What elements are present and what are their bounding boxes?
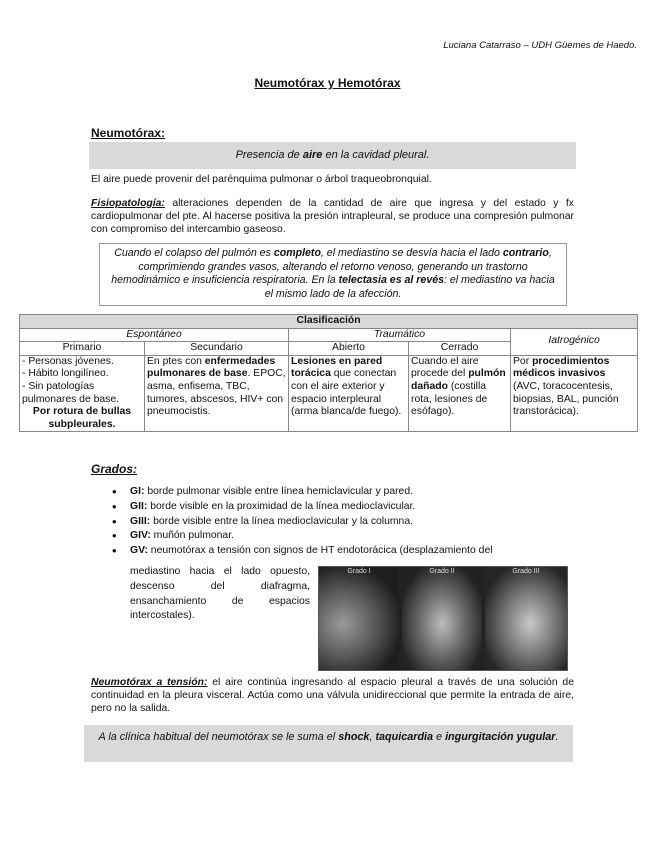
- espontaneo-header: Espontáneo: [20, 328, 289, 342]
- note-text-1: Cuando el colapso del pulmón es: [114, 247, 274, 259]
- secundario-text-end: . EPOC, asma, enfisema, TBC, tumores, abscesos, HIV+ con pneumocistis.: [147, 368, 286, 418]
- tension-paragraph: [91, 676, 574, 715]
- xray-image: [318, 566, 568, 671]
- grado-text: borde pulmonar visible entre línea hemiclavicular y pared.: [144, 486, 414, 497]
- note-text-2: , el mediastino se desvía hacia el lado: [320, 247, 503, 259]
- note-text-3: , comprimiendo grandes vasos, alterando el retorno venoso, generando un trastorno hemodinámico e insuficiencia respiratoria. En la: [111, 247, 552, 287]
- clinica-box: [84, 725, 573, 762]
- primario-line: - Hábito longilíneo.: [22, 368, 109, 380]
- xray-label: Grado III: [512, 568, 540, 575]
- clinica-text-4: .: [555, 731, 559, 743]
- fisiopatologia-paragraph: [91, 197, 574, 236]
- list-item: [108, 500, 566, 515]
- clinica-bold-1: shock: [338, 731, 370, 743]
- secundario-header: Secundario: [145, 342, 289, 356]
- cerrado-text-end: (costilla rota, lesiones de esófago).: [411, 380, 488, 418]
- grados-heading: Grados:: [91, 462, 138, 476]
- grado-text: borde visible en la proximidad de la línea medioclavicular.: [147, 500, 416, 512]
- list-item: [108, 485, 566, 500]
- primario-cell: [20, 355, 145, 432]
- definition-bold: aire: [302, 149, 323, 161]
- classification-table: [19, 314, 638, 432]
- grado-text: borde visible entre la línea medioclavicular y la columna.: [150, 515, 413, 527]
- grado-text: muñón pulmonar.: [150, 530, 234, 542]
- list-item: [108, 544, 566, 559]
- secundario-cell: [145, 355, 289, 432]
- iatrogenico-bold: procedimientos médicos invasivos: [513, 355, 610, 380]
- grado-label: GI:: [130, 486, 145, 497]
- clinica-text-2: ,: [369, 731, 376, 743]
- note-bold-2: contrario: [502, 247, 549, 259]
- clinica-text-3: e: [433, 731, 446, 743]
- grado-text: neumotórax a tensión con signos de HT endotorácica (desplazamiento del: [147, 545, 493, 557]
- fisiopatologia-text: alteraciones dependen de la cantidad de aire que ingresa y del estado y fx cardiopulmonar del pte. Al hacerse positiva la presión intrapleural, se produce una compresión pulmonar con compromiso del intercambio gaseoso.: [91, 198, 574, 235]
- cerrado-bold: pulmón dañado: [411, 368, 506, 392]
- secundario-bold: enfermedades pulmonares de base: [147, 355, 276, 380]
- grado-label: GV:: [130, 545, 148, 557]
- abierto-cell: [289, 355, 409, 432]
- page-title: Neumotórax y Hemotórax: [254, 76, 401, 90]
- grado-label: GIII:: [130, 515, 151, 527]
- primario-bold: Por rotura de bullas subpleurales.: [32, 406, 132, 430]
- xray-panel: [402, 567, 482, 670]
- secundario-text: En ptes con: [147, 355, 205, 367]
- xray-panel: [485, 567, 567, 670]
- clinica-text-1: A la clínica habitual del neumotórax se le suma el: [98, 731, 339, 743]
- tension-label: Neumotórax a tensión:: [91, 677, 208, 688]
- list-item: [108, 515, 566, 530]
- definition-text-end: en la cavidad pleural.: [322, 149, 430, 161]
- note-bold-1: completo: [273, 247, 321, 259]
- neumotorax-heading: Neumotórax:: [91, 126, 166, 140]
- fisiopatologia-label: Fisiopatología:: [91, 198, 165, 209]
- xray-panel: [319, 567, 399, 670]
- grados-list: [108, 485, 566, 559]
- mediastino-note: [99, 243, 567, 306]
- gv-continuation: mediastino hacia el lado opuesto, descenso del diafragma, ensanchamiento de espacios intercostales).: [130, 566, 310, 622]
- cerrado-header: Cerrado: [409, 342, 511, 356]
- classification-title: Clasificación: [20, 315, 638, 329]
- note-bold-3: telectasia es al revés: [338, 274, 444, 287]
- clinica-bold-2: taquicardia: [375, 731, 434, 743]
- grado-label: GII:: [130, 500, 148, 512]
- primario-line: - Personas jóvenes.: [22, 355, 114, 367]
- xray-label: Grado I: [347, 568, 371, 575]
- traumatico-header: Traumático: [289, 328, 511, 342]
- iatrogenico-cell: [511, 355, 638, 432]
- iatrogenico-text-end: (AVC, toracocentesis, biopsias, BAL, punción transtorácica).: [513, 380, 619, 418]
- grado-label: GIV:: [130, 530, 151, 542]
- xray-label: Grado II: [429, 568, 455, 575]
- cerrado-cell: [409, 355, 511, 432]
- cerrado-text: Cuando el aire procede del: [411, 355, 479, 380]
- definition-box: [89, 142, 576, 169]
- note-text-4: : el mediastino va hacia el mismo lado de la afección.: [264, 274, 555, 300]
- list-item: [108, 529, 566, 544]
- abierto-header: Abierto: [289, 342, 409, 356]
- primario-line: - Sin patologías pulmonares de base.: [22, 380, 120, 405]
- abierto-text: que conectan con el aire exterior y espacio interpleural (arma blanca/de fuego).: [291, 368, 402, 418]
- header-author: Luciana Catarraso – UDH Güemes de Haedo.: [443, 40, 637, 51]
- origin-paragraph: El aire puede provenir del parénquima pulmonar o árbol traqueobronquial.: [91, 174, 432, 185]
- definition-text: Presencia de: [235, 149, 303, 161]
- primario-header: Primario: [20, 342, 145, 356]
- iatrogenico-text: Por: [513, 355, 533, 367]
- tension-text: el aire continúa ingresando al espacio pleural a través de una solución de continuidad en la pleura visceral. Actúa como una válvula unidireccional que permite la entrada de aire, pero no la salida.: [91, 677, 574, 714]
- iatrogenico-header: Iatrogénico: [511, 328, 638, 355]
- clinica-bold-3: ingurgitación yugular: [445, 731, 556, 743]
- abierto-bold: Lesiones en pared torácica: [291, 355, 383, 380]
